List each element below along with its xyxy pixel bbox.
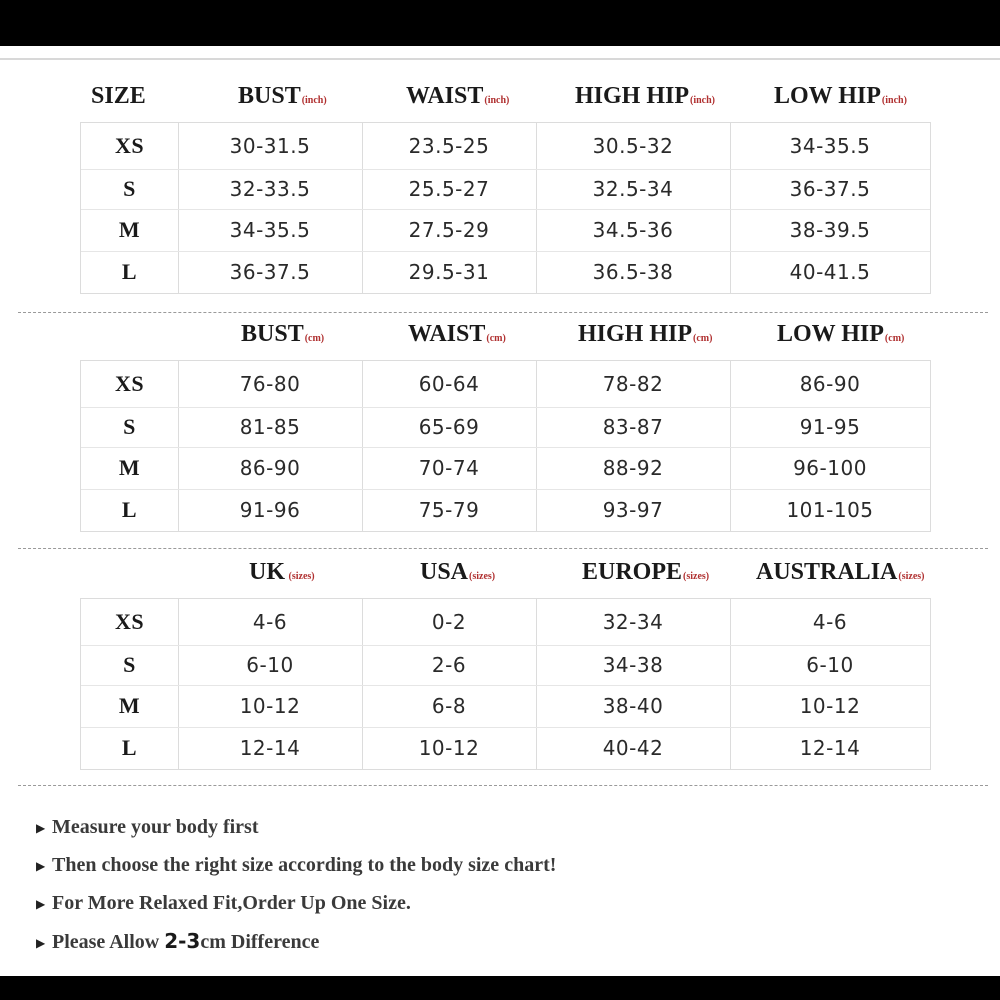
measurement-cell: 2-6 bbox=[431, 653, 467, 677]
column-header-label: EUROPE bbox=[582, 559, 683, 585]
column-header-label: SIZE bbox=[91, 83, 146, 109]
measurement-cell: 27.5-29 bbox=[408, 218, 490, 242]
section-header-row bbox=[0, 552, 1000, 592]
measurement-cell: 36-37.5 bbox=[229, 260, 311, 284]
column-header-unit: (cm) bbox=[486, 333, 506, 344]
table-row bbox=[81, 209, 930, 251]
measurement-cell: 101-105 bbox=[786, 498, 874, 522]
measurement-cell: 96-100 bbox=[793, 456, 867, 480]
measurement-cell: 38-40 bbox=[602, 694, 664, 718]
table-row bbox=[81, 169, 930, 209]
measurement-cell: 36-37.5 bbox=[789, 177, 871, 201]
column-header-unit: (cm) bbox=[884, 333, 905, 344]
measurement-cell: 29.5-31 bbox=[408, 260, 490, 284]
triangle-right-icon: ▶ bbox=[36, 936, 46, 951]
measurement-cell: 70-74 bbox=[418, 456, 480, 480]
measurement-cell: 12-14 bbox=[799, 736, 861, 760]
measurement-cell: 4-6 bbox=[252, 610, 288, 634]
size-label-cell: M bbox=[118, 217, 141, 242]
dashed-separator bbox=[18, 785, 988, 786]
note-item bbox=[36, 808, 936, 846]
column-header-unit: (cm) bbox=[304, 333, 325, 344]
measurement-cell: 34-35.5 bbox=[229, 218, 311, 242]
measurement-cell: 93-97 bbox=[602, 498, 664, 522]
measurement-cell: 6-10 bbox=[806, 653, 854, 677]
column-header-label: WAIST bbox=[406, 83, 484, 109]
size-label-cell: XS bbox=[114, 609, 145, 634]
measurement-cell: 10-12 bbox=[799, 694, 861, 718]
size-label-cell: S bbox=[123, 414, 136, 439]
size-label-cell: L bbox=[121, 497, 138, 522]
measurement-cell: 76-80 bbox=[239, 372, 301, 396]
size-label-cell: M bbox=[118, 455, 141, 480]
table-row bbox=[81, 407, 930, 447]
column-header-unit: (sizes) bbox=[898, 571, 925, 582]
column-header-label: BUST bbox=[238, 83, 301, 109]
measurement-cell: 78-82 bbox=[602, 372, 664, 396]
measurement-cell: 75-79 bbox=[418, 498, 480, 522]
measurement-cell: 34.5-36 bbox=[592, 218, 674, 242]
dashed-separator bbox=[18, 548, 988, 549]
table-row bbox=[81, 489, 930, 531]
column-header-unit: (inch) bbox=[301, 95, 327, 106]
section-header-row bbox=[0, 76, 1000, 116]
table-row bbox=[81, 685, 930, 727]
dashed-separator bbox=[18, 312, 988, 313]
triangle-right-icon: ▶ bbox=[36, 859, 46, 874]
measurement-cell: 65-69 bbox=[418, 415, 480, 439]
table-row bbox=[81, 447, 930, 489]
note-text: Measure your body first bbox=[52, 816, 259, 838]
measurement-cell: 32.5-34 bbox=[592, 177, 674, 201]
measurement-cell: 91-95 bbox=[799, 415, 861, 439]
column-header bbox=[582, 552, 709, 592]
column-header bbox=[249, 552, 315, 592]
size-label-cell: L bbox=[121, 735, 138, 760]
triangle-right-icon: ▶ bbox=[36, 897, 46, 912]
column-header bbox=[578, 314, 712, 354]
measurement-cell: 32-33.5 bbox=[229, 177, 311, 201]
column-header-label: HIGH HIP bbox=[575, 83, 690, 109]
measurement-cell: 0-2 bbox=[431, 610, 467, 634]
column-header-unit: (sizes) bbox=[469, 571, 496, 582]
size-label-cell: XS bbox=[114, 133, 145, 158]
column-header-unit: (sizes) bbox=[286, 571, 315, 582]
column-header bbox=[774, 76, 907, 116]
column-header bbox=[408, 314, 506, 354]
triangle-right-icon: ▶ bbox=[36, 821, 46, 836]
measurement-cell: 34-35.5 bbox=[789, 134, 871, 158]
note-text-end: cm Difference bbox=[200, 931, 320, 953]
column-header-unit: (inch) bbox=[881, 95, 907, 106]
measurement-cell: 23.5-25 bbox=[408, 134, 490, 158]
column-header bbox=[420, 552, 495, 592]
measurement-cell: 40-41.5 bbox=[789, 260, 871, 284]
measurement-cell: 81-85 bbox=[239, 415, 301, 439]
size-label-cell: XS bbox=[114, 371, 145, 396]
measurement-cell: 91-96 bbox=[239, 498, 301, 522]
column-header bbox=[406, 76, 509, 116]
size-table bbox=[80, 360, 931, 532]
measurement-cell: 12-14 bbox=[239, 736, 301, 760]
column-header bbox=[238, 76, 327, 116]
measurement-cell: 60-64 bbox=[418, 372, 480, 396]
size-table bbox=[80, 122, 931, 294]
table-row bbox=[81, 123, 930, 169]
note-text: Please Allow bbox=[52, 931, 165, 953]
size-label-cell: S bbox=[123, 652, 136, 677]
column-header bbox=[241, 314, 324, 354]
notes-list bbox=[36, 808, 936, 960]
measurement-cell: 30.5-32 bbox=[592, 134, 674, 158]
table-row bbox=[81, 251, 930, 293]
measurement-cell: 36.5-38 bbox=[592, 260, 674, 284]
column-header-label: HIGH HIP bbox=[578, 321, 693, 347]
column-header bbox=[575, 76, 715, 116]
measurement-cell: 83-87 bbox=[602, 415, 664, 439]
column-header-label: AUSTRALIA bbox=[756, 559, 898, 585]
measurement-cell: 40-42 bbox=[602, 736, 664, 760]
note-item bbox=[36, 846, 936, 884]
top-frame-line bbox=[0, 58, 1000, 60]
note-text: For More Relaxed Fit,Order Up One Size. bbox=[52, 892, 411, 914]
column-header-label: LOW HIP bbox=[774, 83, 881, 109]
column-header bbox=[91, 76, 146, 116]
section-header-row bbox=[0, 314, 1000, 354]
column-header-unit: (inch) bbox=[690, 95, 716, 106]
measurement-cell: 32-34 bbox=[602, 610, 664, 634]
table-row bbox=[81, 645, 930, 685]
measurement-cell: 6-10 bbox=[246, 653, 294, 677]
size-label-cell: L bbox=[121, 259, 138, 284]
measurement-cell: 38-39.5 bbox=[789, 218, 871, 242]
size-label-cell: S bbox=[123, 176, 136, 201]
measurement-cell: 86-90 bbox=[799, 372, 861, 396]
column-header-label: WAIST bbox=[408, 321, 486, 347]
measurement-cell: 4-6 bbox=[812, 610, 848, 634]
measurement-cell: 10-12 bbox=[418, 736, 480, 760]
measurement-cell: 10-12 bbox=[239, 694, 301, 718]
column-header-unit: (cm) bbox=[693, 333, 713, 344]
bottom-black-bar bbox=[0, 976, 1000, 1000]
measurement-cell: 88-92 bbox=[602, 456, 664, 480]
column-header-label: LOW HIP bbox=[777, 321, 884, 347]
note-item bbox=[36, 922, 936, 960]
table-row bbox=[81, 599, 930, 645]
table-row bbox=[81, 361, 930, 407]
column-header-label: USA bbox=[420, 559, 469, 585]
note-highlight: 2-3 bbox=[164, 929, 201, 953]
measurement-cell: 6-8 bbox=[431, 694, 467, 718]
column-header-label: BUST bbox=[241, 321, 304, 347]
measurement-cell: 30-31.5 bbox=[229, 134, 311, 158]
measurement-cell: 34-38 bbox=[602, 653, 664, 677]
measurement-cell: 25.5-27 bbox=[408, 177, 490, 201]
top-black-bar bbox=[0, 0, 1000, 46]
measurement-cell: 86-90 bbox=[239, 456, 301, 480]
column-header-unit: (sizes) bbox=[683, 571, 710, 582]
column-header-label: UK bbox=[249, 559, 285, 585]
size-label-cell: M bbox=[118, 693, 141, 718]
note-item bbox=[36, 884, 936, 922]
size-table bbox=[80, 598, 931, 770]
table-row bbox=[81, 727, 930, 769]
note-text: Then choose the right size according to the body size chart! bbox=[52, 854, 557, 876]
column-header-unit: (inch) bbox=[484, 95, 510, 106]
column-header bbox=[756, 552, 924, 592]
column-header bbox=[777, 314, 904, 354]
